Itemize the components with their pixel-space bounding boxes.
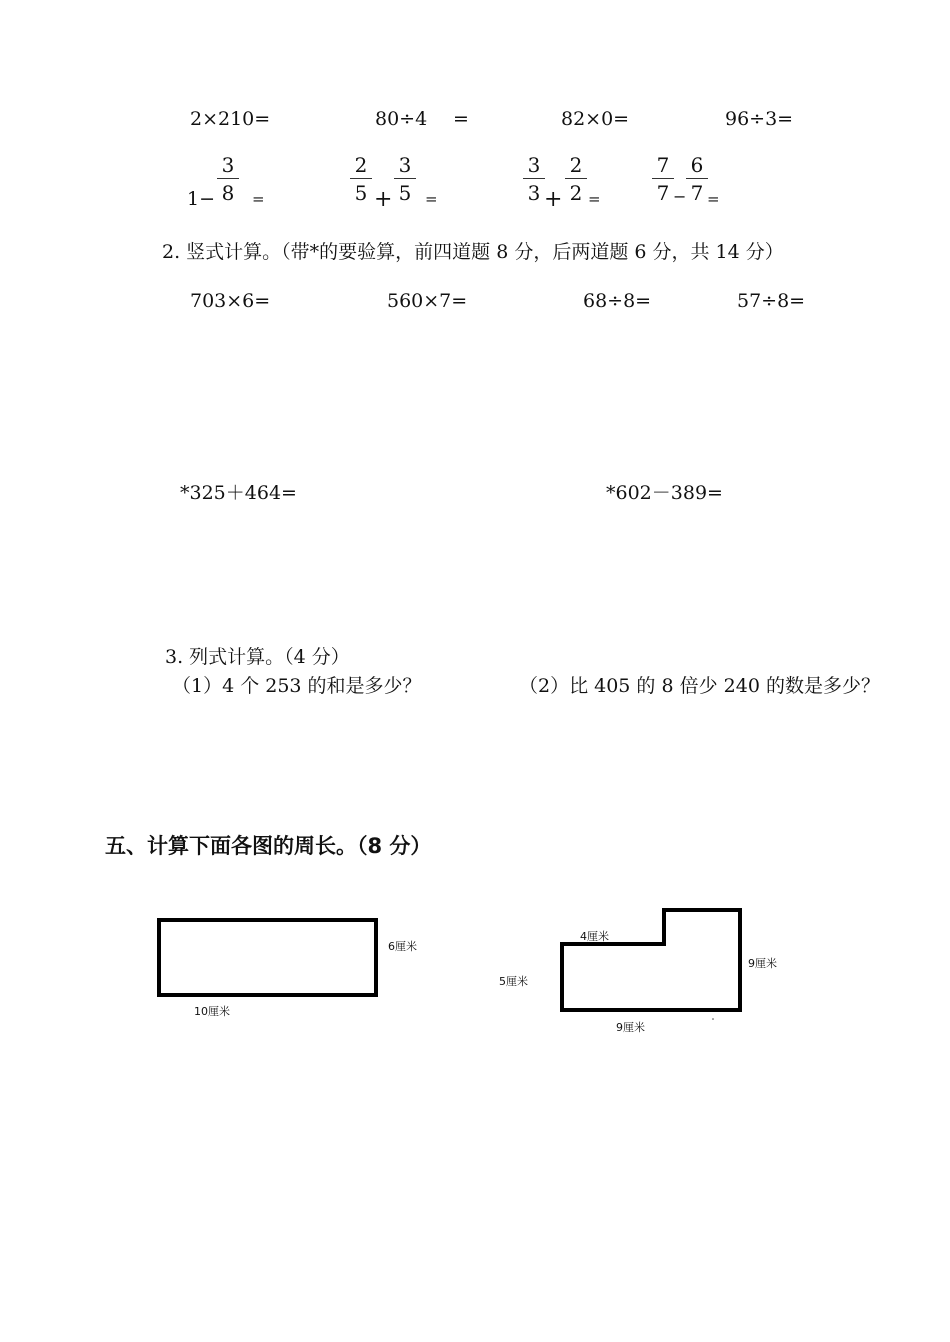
- numerator: 7: [652, 155, 674, 179]
- vertical-problem-1: 703×6=: [190, 290, 271, 312]
- numerator: 2: [565, 155, 587, 179]
- shape-left-label: 5厘米: [499, 975, 528, 988]
- shape-top-step-label: 4厘米: [580, 930, 609, 943]
- operator: +: [544, 187, 563, 212]
- written-calc-title: 3. 列式计算。（4 分）: [165, 646, 350, 668]
- rectangle-figure: [159, 920, 376, 995]
- section-five-heading: 五、计算下面各图的周长。（8 分）: [105, 834, 432, 858]
- oral-problem-1: 2×210=: [190, 108, 271, 130]
- oral-problem-2: 80÷4: [375, 108, 428, 130]
- numerator: 3: [523, 155, 545, 179]
- written-question-2: （2）比 405 的 8 倍少 240 的数是多少？: [519, 675, 880, 697]
- equals: =: [425, 190, 438, 208]
- speck: [712, 1018, 714, 1020]
- shape-right-label: 9厘米: [748, 957, 777, 970]
- vertical-calc-title: 2. 竖式计算。（带*的要验算，前四道题 8 分，后两道题 6 分，共 14 分）: [162, 241, 784, 263]
- oral-problem-2-equals: =: [453, 108, 469, 130]
- numerator: 6: [686, 155, 708, 179]
- written-question-1: （1）4 个 253 的和是多少？: [172, 675, 422, 697]
- vertical-problem-3: 68÷8=: [583, 290, 652, 312]
- vertical-problem-4: 57÷8=: [737, 290, 806, 312]
- numerator: 3: [394, 155, 416, 179]
- step-shape-figure: [562, 910, 740, 1010]
- fraction-lead: 1−: [187, 188, 216, 210]
- denominator: 5: [398, 181, 412, 205]
- rect-height-label: 6厘米: [388, 940, 417, 953]
- operator: −: [673, 187, 687, 206]
- denominator: 5: [354, 181, 368, 205]
- oral-problem-4: 96÷3=: [725, 108, 794, 130]
- numerator: 3: [217, 155, 239, 179]
- denominator: 7: [656, 181, 670, 205]
- equals: =: [252, 190, 265, 208]
- shape-bottom-label: 9厘米: [616, 1021, 645, 1034]
- denominator: 3: [527, 181, 541, 205]
- numerator: 2: [350, 155, 372, 179]
- operator: +: [374, 187, 393, 212]
- vertical-problem-2: 560×7=: [387, 290, 468, 312]
- denominator: 8: [221, 181, 235, 205]
- equals: =: [707, 190, 720, 208]
- equals: =: [588, 190, 601, 208]
- vertical-problem-5: *325＋464=: [180, 482, 297, 504]
- rect-width-label: 10厘米: [194, 1005, 230, 1018]
- oral-problem-3: 82×0=: [561, 108, 630, 130]
- denominator: 7: [690, 181, 704, 205]
- vertical-problem-6: *602－389=: [606, 482, 723, 504]
- denominator: 2: [569, 181, 583, 205]
